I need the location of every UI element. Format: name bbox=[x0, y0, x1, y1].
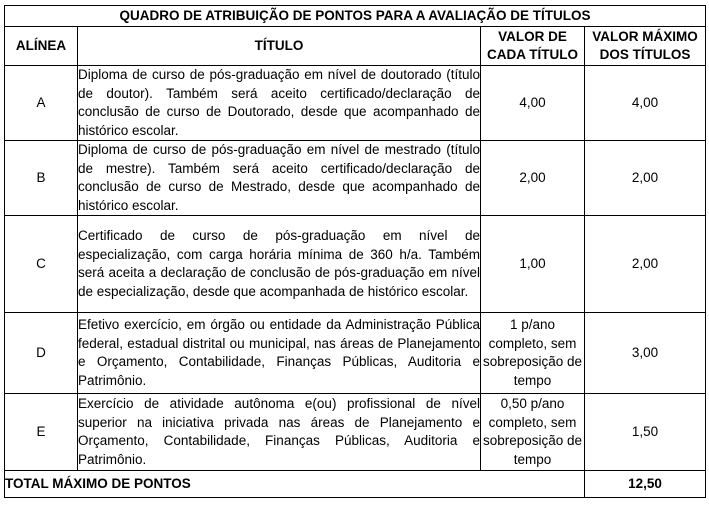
row-titulo: Exercício de atividade autônoma e(ou) profissional de nível superior na iniciativa privada nas áreas de Planejamento e Orçamento, Contabilidade, Finanças Públicas, Auditoria e Patrimônio. bbox=[78, 394, 481, 471]
table-row bbox=[5, 313, 706, 394]
row-maximo: 4,00 bbox=[585, 66, 706, 141]
row-alinea: B bbox=[5, 141, 78, 216]
table-title-row bbox=[5, 6, 706, 27]
row-alinea: D bbox=[5, 313, 78, 394]
header-titulo: TÍTULO bbox=[78, 27, 481, 66]
header-maximo-line1: VALOR MÁXIMO bbox=[592, 28, 698, 44]
header-maximo bbox=[585, 27, 706, 66]
row-maximo: 1,50 bbox=[585, 394, 706, 471]
row-titulo: Diploma de curso de pós-graduação em nível de doutorado (título de doutor). Também será aceito certificado/declaração de conclusão de curso de Doutorado, desde que acompanhado de histórico escolar. bbox=[78, 66, 481, 141]
table-row bbox=[5, 66, 706, 141]
row-titulo: Diploma de curso de pós-graduação em nível de mestrado (título de mestre). Também será aceito certificado/declaração de conclusão de curso de Mestrado, desde que acompanhado de histórico escolar. bbox=[78, 141, 481, 216]
row-titulo: Efetivo exercício, em órgão ou entidade da Administração Pública federal, estadual distrital ou municipal, nas áreas de Planejamento e Orçamento, Contabilidade, Finanças Públicas, Auditoria e Patrimônio. bbox=[78, 313, 481, 394]
header-valor bbox=[481, 27, 585, 66]
table-row bbox=[5, 216, 706, 313]
row-valor: 2,00 bbox=[481, 141, 585, 216]
row-valor: 0,50 p/ano completo, sem sobreposição de tempo bbox=[481, 394, 585, 471]
total-row bbox=[5, 471, 706, 498]
header-valor-line1: VALOR DE bbox=[498, 28, 567, 44]
table-row bbox=[5, 141, 706, 216]
row-maximo: 3,00 bbox=[585, 313, 706, 394]
table-title: QUADRO DE ATRIBUIÇÃO DE PONTOS PARA A AVALIAÇÃO DE TÍTULOS bbox=[5, 6, 706, 27]
row-maximo: 2,00 bbox=[585, 216, 706, 313]
row-valor: 1 p/ano completo, sem sobreposição de tempo bbox=[481, 313, 585, 394]
table-row bbox=[5, 394, 706, 471]
header-row bbox=[5, 27, 706, 66]
points-table bbox=[4, 5, 706, 498]
header-valor-line2: CADA TÍTULO bbox=[487, 47, 578, 62]
row-alinea: A bbox=[5, 66, 78, 141]
row-maximo: 2,00 bbox=[585, 141, 706, 216]
row-valor: 1,00 bbox=[481, 216, 585, 313]
row-valor: 4,00 bbox=[481, 66, 585, 141]
row-alinea: C bbox=[5, 216, 78, 313]
total-label: TOTAL MÁXIMO DE PONTOS bbox=[5, 471, 585, 498]
total-value: 12,50 bbox=[585, 471, 706, 498]
row-titulo: Certificado de curso de pós-graduação em nível de especialização, com carga horária mínima de 360 h/a. Também será aceita a declaração de conclusão de pós-graduação em nível de especialização, desde que acompanhada de histórico escolar. bbox=[78, 216, 481, 313]
header-maximo-line2: DOS TÍTULOS bbox=[599, 47, 691, 62]
header-alinea: ALÍNEA bbox=[5, 27, 78, 66]
row-alinea: E bbox=[5, 394, 78, 471]
